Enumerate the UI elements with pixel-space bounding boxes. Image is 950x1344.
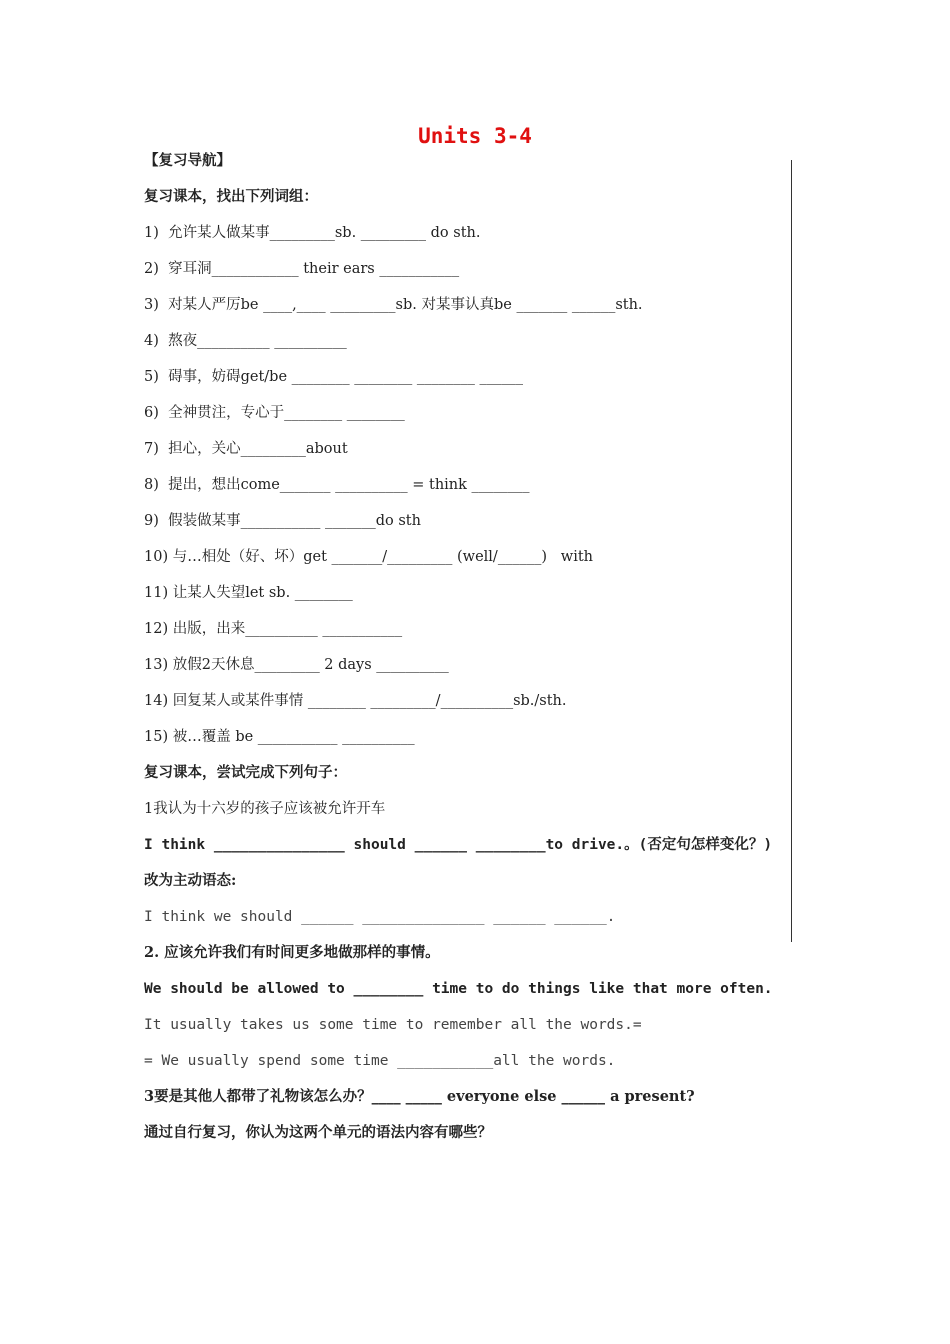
sentence-2-english: We should be allowed to ________ time to do things like that more often.: [144, 981, 773, 997]
active-voice-label: 改为主动语态:: [144, 872, 237, 889]
phrase-item: 2) 穿耳洞____________ their ears ___________: [144, 261, 460, 277]
section-heading: 【复习导航】: [144, 152, 231, 169]
phrase-item: 14) 回复某人或某件事情 ________ _________/__________sb./sth.: [144, 693, 567, 709]
page-title: Units 3-4: [418, 124, 532, 148]
phrase-item: 11) 让某人失望let sb. ________: [144, 585, 353, 601]
phrases-instruction: 复习课本，找出下列词组：: [144, 188, 318, 205]
phrase-item: 13) 放假2天休息_________ 2 days __________: [144, 657, 449, 673]
phrase-item: 5) 碍事，妨碍get/be ________ ________ ________ ______: [144, 369, 523, 385]
sentence-1-active: I think we should ______ ______________ ______ ______.: [144, 909, 616, 925]
phrase-item: 12) 出版，出来__________ ___________: [144, 621, 403, 637]
phrase-item: 6) 全神贯注，专心于________ ________: [144, 405, 405, 421]
sentence-2-example-1: It usually takes us some time to remember all the words.=: [144, 1017, 642, 1033]
phrase-item: 4) 熬夜__________ __________: [144, 333, 347, 349]
grammar-question: 通过自行复习，你认为这两个单元的语法内容有哪些？: [144, 1124, 492, 1141]
phrase-item: 8) 提出，想出come_______ __________ = think ________: [144, 477, 530, 493]
sentence-1-english: I think _______________ should ______ ________to drive.。(否定句怎样变化？): [144, 837, 773, 853]
sentence-2-example-2: = We usually spend some time ___________all the words.: [144, 1053, 616, 1069]
phrase-item: 9) 假装做某事___________ _______do sth: [144, 513, 421, 529]
phrase-item: 10) 与…相处（好、坏）get _______/_________ (well/______) with: [144, 549, 594, 565]
phrase-item: 3) 对某人严厉be ____,____ _________sb. 对某事认真be _______ ______sth.: [144, 297, 643, 313]
sentence-1-chinese: 1我认为十六岁的孩子应该被允许开车: [144, 801, 386, 817]
margin-rule: [791, 160, 792, 942]
phrase-item: 7) 担心，关心_________about: [144, 441, 348, 457]
sentence-3: 3要是其他人都带了礼物该怎么办？____ _____ everyone else ______ a present?: [144, 1088, 695, 1105]
sentence-2-chinese: 2. 应该允许我们有时间更多地做那样的事情。: [144, 944, 440, 961]
sentences-instruction: 复习课本，尝试完成下列句子：: [144, 764, 347, 781]
phrase-item: 15) 被…覆盖 be ___________ __________: [144, 729, 415, 745]
phrase-item: 1) 允许某人做某事_________sb. _________ do sth.: [144, 225, 481, 241]
